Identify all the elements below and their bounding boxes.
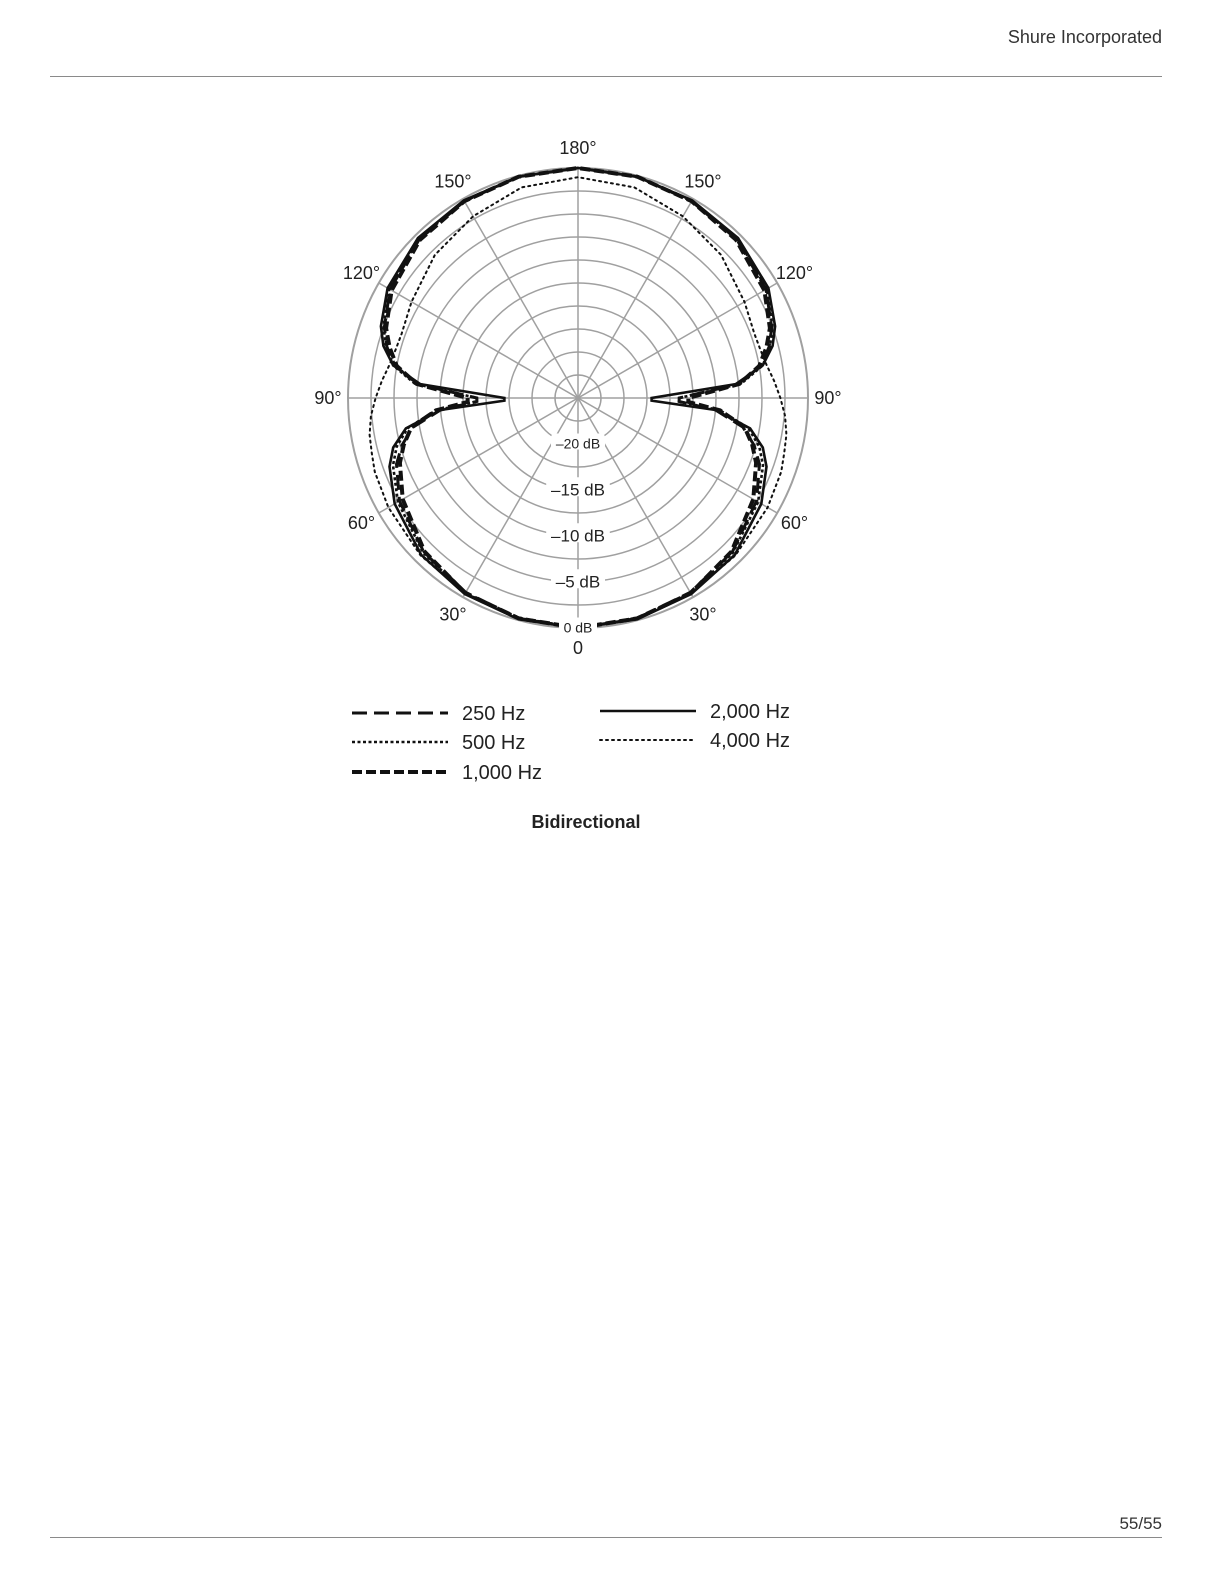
legend-label: 1,000 Hz <box>462 762 543 784</box>
angle-label: 90° <box>814 388 842 408</box>
angle-label: 150° <box>434 171 472 192</box>
angle-label: 0 <box>572 638 584 658</box>
page-number: 55/55 <box>1119 1514 1162 1533</box>
db-label: –20 dB <box>555 435 601 452</box>
db-label: –5 dB <box>555 572 601 592</box>
legend-label: 500 Hz <box>462 732 526 754</box>
angle-label: 30° <box>439 604 467 625</box>
polar-grid <box>348 168 808 628</box>
legend-label: 2,000 Hz <box>710 701 791 723</box>
db-label: –10 dB <box>551 526 605 546</box>
chart-legend <box>352 701 790 784</box>
legend-label: 250 Hz <box>462 703 526 725</box>
db-label: –15 dB <box>551 480 605 500</box>
company-name: Shure Incorporated <box>1007 27 1162 47</box>
angle-label: 30° <box>689 604 717 625</box>
angle-label: 90° <box>314 388 342 408</box>
legend-label: 4,000 Hz <box>710 730 791 752</box>
angle-label: 60° <box>780 513 809 533</box>
angle-label: 120° <box>775 263 814 283</box>
angle-label: 60° <box>347 513 376 533</box>
angle-label: 180° <box>559 138 597 158</box>
db-label: 0 dB <box>563 619 593 636</box>
angle-label: 150° <box>684 171 722 192</box>
angle-label: 120° <box>342 263 381 283</box>
chart-caption: Bidirectional <box>531 812 641 832</box>
footer-rule <box>50 1537 1162 1538</box>
